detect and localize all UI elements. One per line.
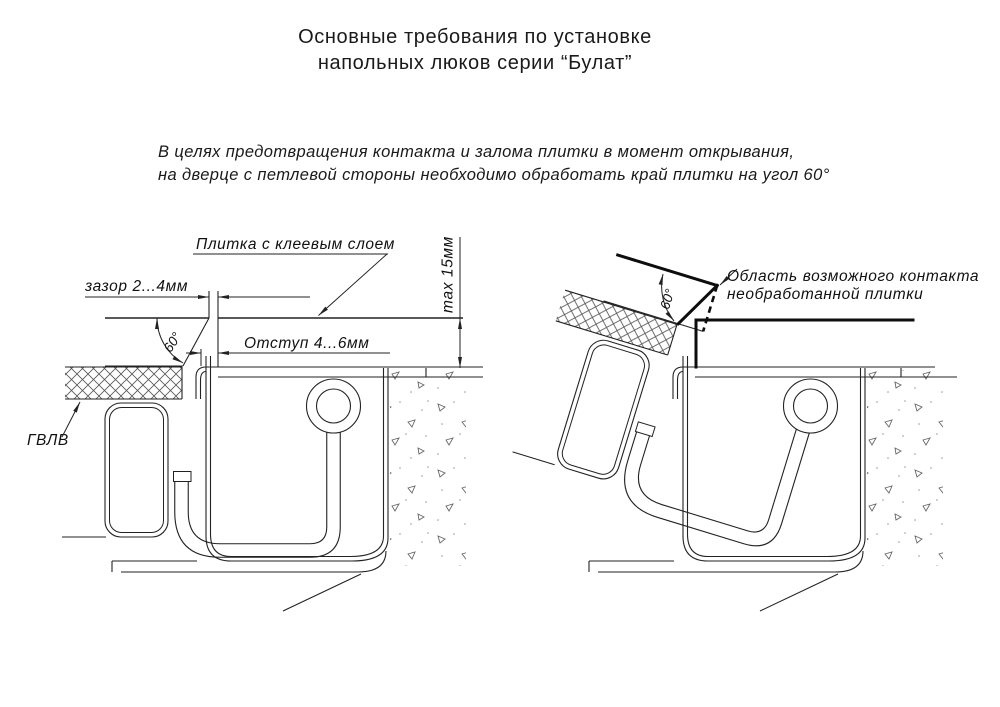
hinge-arm: [174, 424, 341, 557]
gap-dimension-label: зазор 2...4мм: [85, 278, 189, 295]
hatch-frame-right: [589, 356, 957, 611]
gvl-leader: [27, 402, 80, 449]
contact-angle-label: 60°: [657, 287, 678, 312]
door-edge-tube: [62, 403, 168, 537]
fixed-floor-tile-right: [696, 320, 913, 367]
fixed-floor-tile: [218, 291, 463, 367]
hinge-arm-right: [613, 376, 811, 552]
contact-area-label-line1: Область возможного контакта: [727, 268, 980, 285]
dimension-gap: [84, 278, 310, 297]
note-line-2: на дверце с петлевой стороны необходимо обработать край плитки на угол 60°: [158, 165, 830, 184]
contact-area-label-line2: необработанной плитки: [727, 286, 924, 303]
gvl-label: ГВЛВ: [27, 432, 69, 449]
dimension-tile-leader: [193, 236, 395, 316]
offset-dimension-label: Отступ 4...6мм: [244, 335, 370, 352]
concrete-wall: [390, 370, 466, 566]
max-height-label: max 15мм: [439, 236, 457, 313]
dimension-max-height: [440, 236, 461, 368]
door-tile-beveled: [105, 291, 209, 366]
dimension-contact-angle: [657, 274, 678, 321]
dimension-bevel-angle: [157, 318, 185, 363]
left-diagram-closed-hatch: [27, 236, 483, 611]
door-edge-tube-right: [513, 324, 654, 483]
hinge-pivot: [307, 379, 361, 433]
title-line-2: напольных люков серии “Булат”: [317, 52, 633, 74]
right-diagram-opening-hatch: [507, 242, 979, 611]
hinge-pivot-right: [784, 379, 838, 433]
note-line-1: В целях предотвращения контакта и залома плитки в момент открывания,: [158, 143, 795, 161]
title-line-1: Основные требования по установке: [298, 26, 652, 48]
gvl-board: [65, 367, 182, 399]
contact-area-callout: [720, 268, 979, 303]
dimension-offset: [186, 335, 390, 366]
bevel-angle-label: 60°: [160, 329, 185, 355]
tile-with-adhesive-label: Плитка с клеевым слоем: [196, 236, 395, 253]
